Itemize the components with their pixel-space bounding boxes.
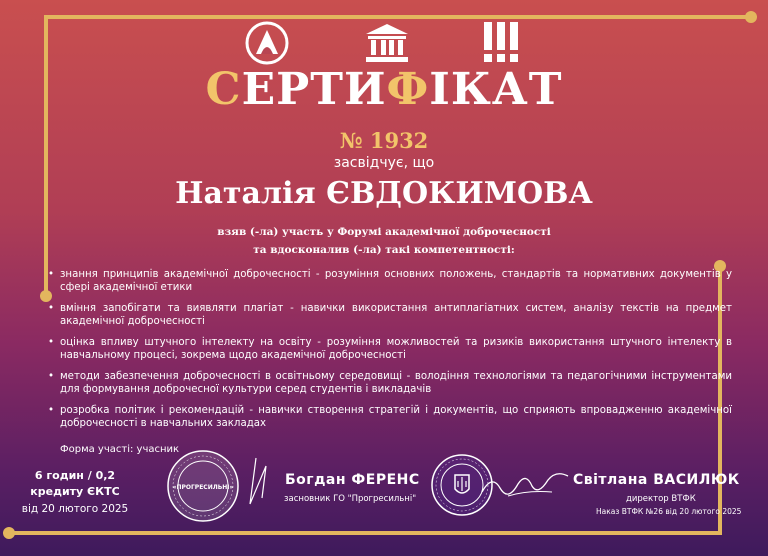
seal1-text: «ПРОГРЕСИЛЬНІ»: [172, 484, 234, 491]
competencies-list: [48, 268, 732, 438]
title-part2: ЕРТИ: [241, 64, 387, 115]
arch-logo-icon: [244, 20, 290, 66]
competency-item: • вміння запобігати та виявляти плагіат - навички використання антиплагіатних систем, аналізу текстів на предмет академічної доброчесності: [48, 302, 732, 328]
competency-item: • розробка політик і рекомендацій - навички створення стратегій і документів, що сприяють впровадженню академічної доброчесності в навчальних закладах: [48, 404, 732, 430]
issue-date: від 20 лютого 2025: [21, 503, 129, 515]
exclamation-logo-icon: [480, 22, 522, 66]
hours-line-1: 6 годин / 0,2: [34, 469, 116, 482]
competency-item: • оцінка впливу штучного інтелекту на освіту - розуміння можливостей та ризиків використання штучного інтелекту в навчальному процесі, зокрема щодо академічної доброчесності: [48, 336, 732, 362]
certificate-title: [0, 64, 768, 115]
title-part4: ІКАТ: [429, 64, 563, 115]
frame-dot-bottom-left: [3, 527, 15, 539]
signer1-name: Богдан ФЕРЕНС: [285, 472, 420, 488]
frame-top-line: [44, 15, 752, 19]
competency-item: • знання принципів академічної доброчесності - розуміння основних положень, стандартів та нормативних документів у сфері академічної етики: [48, 268, 732, 294]
signer1-role: засновник ГО "Прогресильні": [284, 494, 417, 504]
title-part3: Ф: [386, 64, 430, 115]
participation-form: Форма участі: учасник: [60, 444, 180, 455]
logo-row: [0, 20, 768, 70]
subtitle-line-2: та вдосконалив (-ла) такі компетентності:: [253, 244, 515, 256]
signer2-order: Наказ ВТФК №26 від 20 лютого 2025: [596, 507, 742, 516]
certificate-number: № 1932: [339, 128, 429, 153]
certifies-text: засвідчує, що: [333, 155, 435, 171]
institution-building-icon: [362, 22, 412, 64]
recipient-name: Наталія ЄВДОКИМОВА: [175, 176, 593, 211]
frame-bottom-line: [8, 531, 722, 535]
title-part1: С: [205, 64, 242, 115]
subtitle-line-1: взяв (-ла) участь у Форумі академічної доброчесності: [217, 226, 551, 238]
credits-info: [20, 468, 130, 500]
participation-subtitle: [0, 223, 768, 259]
signer2-name: Світлана ВАСИЛЮК: [573, 472, 740, 488]
signer2-role: директор ВТФК: [626, 494, 696, 504]
hours-line-2: кредиту ЄКТС: [30, 485, 120, 498]
signature-vasyliuk-icon: [478, 462, 574, 506]
competency-item: • методи забезпечення доброчесності в освітньому середовищі - володіння технологіями та педагогічними інструментами для формування доброчесної культури серед студентів і викладачів: [48, 370, 732, 396]
